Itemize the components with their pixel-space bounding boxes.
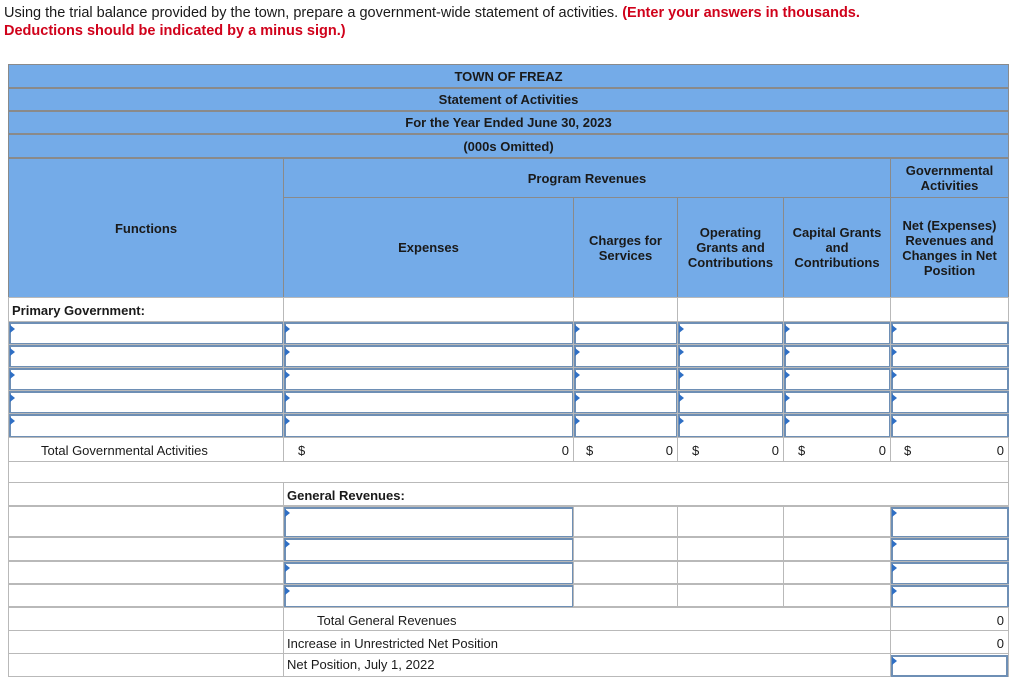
dropdown-marker-icon [285,325,290,333]
instructions [4,4,1004,40]
blank-cell [677,297,784,322]
total-expenses-cell [283,437,574,462]
total-charges-cell [573,437,678,462]
general-revenue-3-name-input[interactable] [284,562,574,585]
blank-cell [573,584,678,607]
dropdown-marker-icon [679,325,684,333]
statement-period: For the Year Ended June 30, 2023 [8,111,1009,134]
general-revenue-cell [890,584,1009,607]
function-row-cell [283,390,574,413]
function-row-cell [573,321,678,344]
dropdown-marker-icon [575,394,580,402]
dropdown-marker-icon [785,348,790,356]
instructions-emphasis-2: Deductions should be indicated by a minus sign.) [4,23,346,39]
function-row-cell [283,413,574,437]
function-row-5-operating-input[interactable] [678,414,784,438]
blank-row [8,461,1009,483]
blank-cell [283,297,574,322]
general-revenue-cell [283,561,574,584]
dropdown-marker-icon [10,394,15,402]
dropdown-marker-icon [575,348,580,356]
dropdown-marker-icon [679,417,684,425]
total-net-cell [890,437,1009,462]
function-row-cell [283,344,574,367]
function-row-1-net-input[interactable] [891,322,1009,345]
total-operating-cell [677,437,784,462]
blank-cell [573,537,678,561]
function-row-cell [677,344,784,367]
blank-cell [783,584,891,607]
blank-cell [783,297,891,322]
header-charges-for-services: Charges for Services [573,197,678,298]
total-expenses-value: 0 [561,443,569,458]
header-operating-grants: Operating Grants and Contributions [677,197,784,298]
function-row-2-capital-input[interactable] [784,345,891,368]
statement-title: Statement of Activities [8,88,1009,111]
function-row-cell [573,413,678,437]
function-row-cell [783,390,891,413]
currency-symbol: $ [904,443,912,458]
function-row-cell [783,321,891,344]
dropdown-marker-icon [285,394,290,402]
dropdown-marker-icon [892,394,897,402]
function-row-2-operating-input[interactable] [678,345,784,368]
total-general-label-cell [283,607,891,631]
function-row-cell [573,344,678,367]
dropdown-marker-icon [785,371,790,379]
blank-cell [677,537,784,561]
function-row-cell [677,413,784,437]
function-row-cell [573,390,678,413]
blank-cell [8,630,284,654]
function-row-2-net-input[interactable] [891,345,1009,368]
general-revenue-1-name-input[interactable] [284,507,574,538]
dropdown-marker-icon [785,394,790,402]
general-revenues-label: General Revenues: [287,488,405,503]
function-row-cell [8,344,284,367]
primary-government-label: Primary Government: [12,303,145,318]
function-row-4-operating-input[interactable] [678,391,784,414]
function-row-cell [677,390,784,413]
general-revenue-3-amount-input[interactable] [891,562,1009,585]
blank-cell [890,297,1009,322]
blank-cell [783,561,891,584]
function-row-5-expenses-input[interactable] [284,414,574,438]
blank-cell [783,506,891,537]
dropdown-marker-icon [785,417,790,425]
blank-cell [677,584,784,607]
total-governmental-label: Total Governmental Activities [41,443,208,458]
header-net-expenses: Net (Expenses) Revenues and Changes in Net Position [890,197,1009,298]
function-row-5-function-name-input[interactable] [9,414,284,438]
function-row-cell [8,367,284,390]
dropdown-marker-icon [575,325,580,333]
function-row-3-capital-input[interactable] [784,368,891,391]
function-row-5-net-input[interactable] [891,414,1009,438]
blank-cell [573,297,678,322]
dropdown-marker-icon [892,509,897,517]
dropdown-marker-icon [10,325,15,333]
blank-cell [8,537,284,561]
function-row-cell [783,344,891,367]
currency-symbol: $ [798,443,806,458]
dropdown-marker-icon [285,417,290,425]
function-row-cell [677,321,784,344]
blank-cell [8,607,284,631]
total-capital-value: 0 [878,443,886,458]
dropdown-marker-icon [892,417,897,425]
function-row-cell [8,413,284,437]
net-position-beginning-label: Net Position, July 1, 2022 [287,657,435,672]
function-row-1-capital-input[interactable] [784,322,891,345]
function-row-cell [783,367,891,390]
general-revenues-label-cell [283,482,1009,506]
dropdown-marker-icon [785,325,790,333]
function-row-3-function-name-input[interactable] [9,368,284,391]
general-revenue-cell [283,537,574,561]
general-revenue-cell [283,584,574,607]
header-governmental-activities: Governmental Activities [890,158,1009,198]
increase-label-cell [283,630,891,654]
function-row-cell [677,367,784,390]
function-row-4-capital-input[interactable] [784,391,891,414]
primary-government-label-cell [8,297,284,322]
blank-cell [8,482,284,506]
header-program-revenues: Program Revenues [283,158,891,198]
function-row-cell [8,321,284,344]
blank-cell [8,653,284,677]
net-position-label-cell [283,653,891,677]
dropdown-marker-icon [285,348,290,356]
increase-net-position-value: 0 [996,636,1004,651]
dropdown-marker-icon [285,540,290,548]
function-row-1-operating-input[interactable] [678,322,784,345]
dropdown-marker-icon [679,348,684,356]
dropdown-marker-icon [892,540,897,548]
blank-cell [8,584,284,607]
dropdown-marker-icon [892,564,897,572]
dropdown-marker-icon [892,587,897,595]
total-general-revenues-value: 0 [996,613,1004,628]
total-operating-value: 0 [771,443,779,458]
entity-title: TOWN OF FREAZ [8,64,1009,88]
blank-cell [8,506,284,537]
currency-symbol: $ [298,443,306,458]
dropdown-marker-icon [10,417,15,425]
blank-cell [8,561,284,584]
blank-cell [677,561,784,584]
general-revenue-1-amount-input[interactable] [891,507,1009,538]
function-row-cell [890,390,1009,413]
function-row-3-charges-input[interactable] [574,368,678,391]
general-revenue-2-name-input[interactable] [284,538,574,562]
general-revenue-2-amount-input[interactable] [891,538,1009,562]
function-row-4-charges-input[interactable] [574,391,678,414]
function-row-cell [890,321,1009,344]
dropdown-marker-icon [892,348,897,356]
function-row-4-function-name-input[interactable] [9,391,284,414]
function-row-cell [573,367,678,390]
general-revenue-cell [890,506,1009,537]
blank-cell [677,506,784,537]
general-revenue-4-name-input[interactable] [284,585,574,608]
dropdown-marker-icon [10,348,15,356]
instructions-text: Using the trial balance provided by the town, prepare a government-wide statement of activities. [4,5,619,21]
total-net-value: 0 [996,443,1004,458]
total-label-cell [8,437,284,462]
function-row-cell [8,390,284,413]
header-expenses: Expenses [283,197,574,298]
dropdown-marker-icon [285,564,290,572]
function-row-3-operating-input[interactable] [678,368,784,391]
general-revenue-cell [890,561,1009,584]
function-row-2-expenses-input[interactable] [284,345,574,368]
blank-cell [573,506,678,537]
general-revenue-cell [890,537,1009,561]
net-position-beginning-input[interactable] [891,655,1008,677]
dropdown-marker-icon [679,394,684,402]
dropdown-marker-icon [10,371,15,379]
total-general-revenues-label: Total General Revenues [317,613,457,628]
total-charges-value: 0 [665,443,673,458]
dropdown-marker-icon [892,371,897,379]
total-general-value-cell [890,607,1009,631]
dropdown-marker-icon [285,587,290,595]
header-capital-grants: Capital Grants and Contributions [783,197,891,298]
blank-cell [573,561,678,584]
function-row-cell [890,344,1009,367]
dropdown-marker-icon [679,371,684,379]
function-row-1-function-name-input[interactable] [9,322,284,345]
total-capital-cell [783,437,891,462]
net-position-value-cell [890,653,1009,677]
function-row-4-expenses-input[interactable] [284,391,574,414]
instructions-emphasis-1: (Enter your answers in thousands. [622,5,860,21]
dropdown-marker-icon [575,417,580,425]
dropdown-marker-icon [892,325,897,333]
function-row-cell [890,413,1009,437]
header-functions: Functions [8,158,284,298]
function-row-cell [783,413,891,437]
currency-symbol: $ [692,443,700,458]
function-row-cell [283,367,574,390]
function-row-4-net-input[interactable] [891,391,1009,414]
function-row-1-charges-input[interactable] [574,322,678,345]
increase-net-position-label: Increase in Unrestricted Net Position [287,636,498,651]
function-row-5-capital-input[interactable] [784,414,891,438]
function-row-3-expenses-input[interactable] [284,368,574,391]
function-row-2-charges-input[interactable] [574,345,678,368]
dropdown-marker-icon [285,509,290,517]
function-row-2-function-name-input[interactable] [9,345,284,368]
function-row-3-net-input[interactable] [891,368,1009,391]
statement-units: (000s Omitted) [8,134,1009,158]
dropdown-marker-icon [575,371,580,379]
blank-cell [783,537,891,561]
general-revenue-4-amount-input[interactable] [891,585,1009,608]
function-row-1-expenses-input[interactable] [284,322,574,345]
general-revenue-cell [283,506,574,537]
dropdown-marker-icon [285,371,290,379]
function-row-cell [890,367,1009,390]
function-row-5-charges-input[interactable] [574,414,678,438]
function-row-cell [283,321,574,344]
increase-value-cell [890,630,1009,654]
currency-symbol: $ [586,443,594,458]
